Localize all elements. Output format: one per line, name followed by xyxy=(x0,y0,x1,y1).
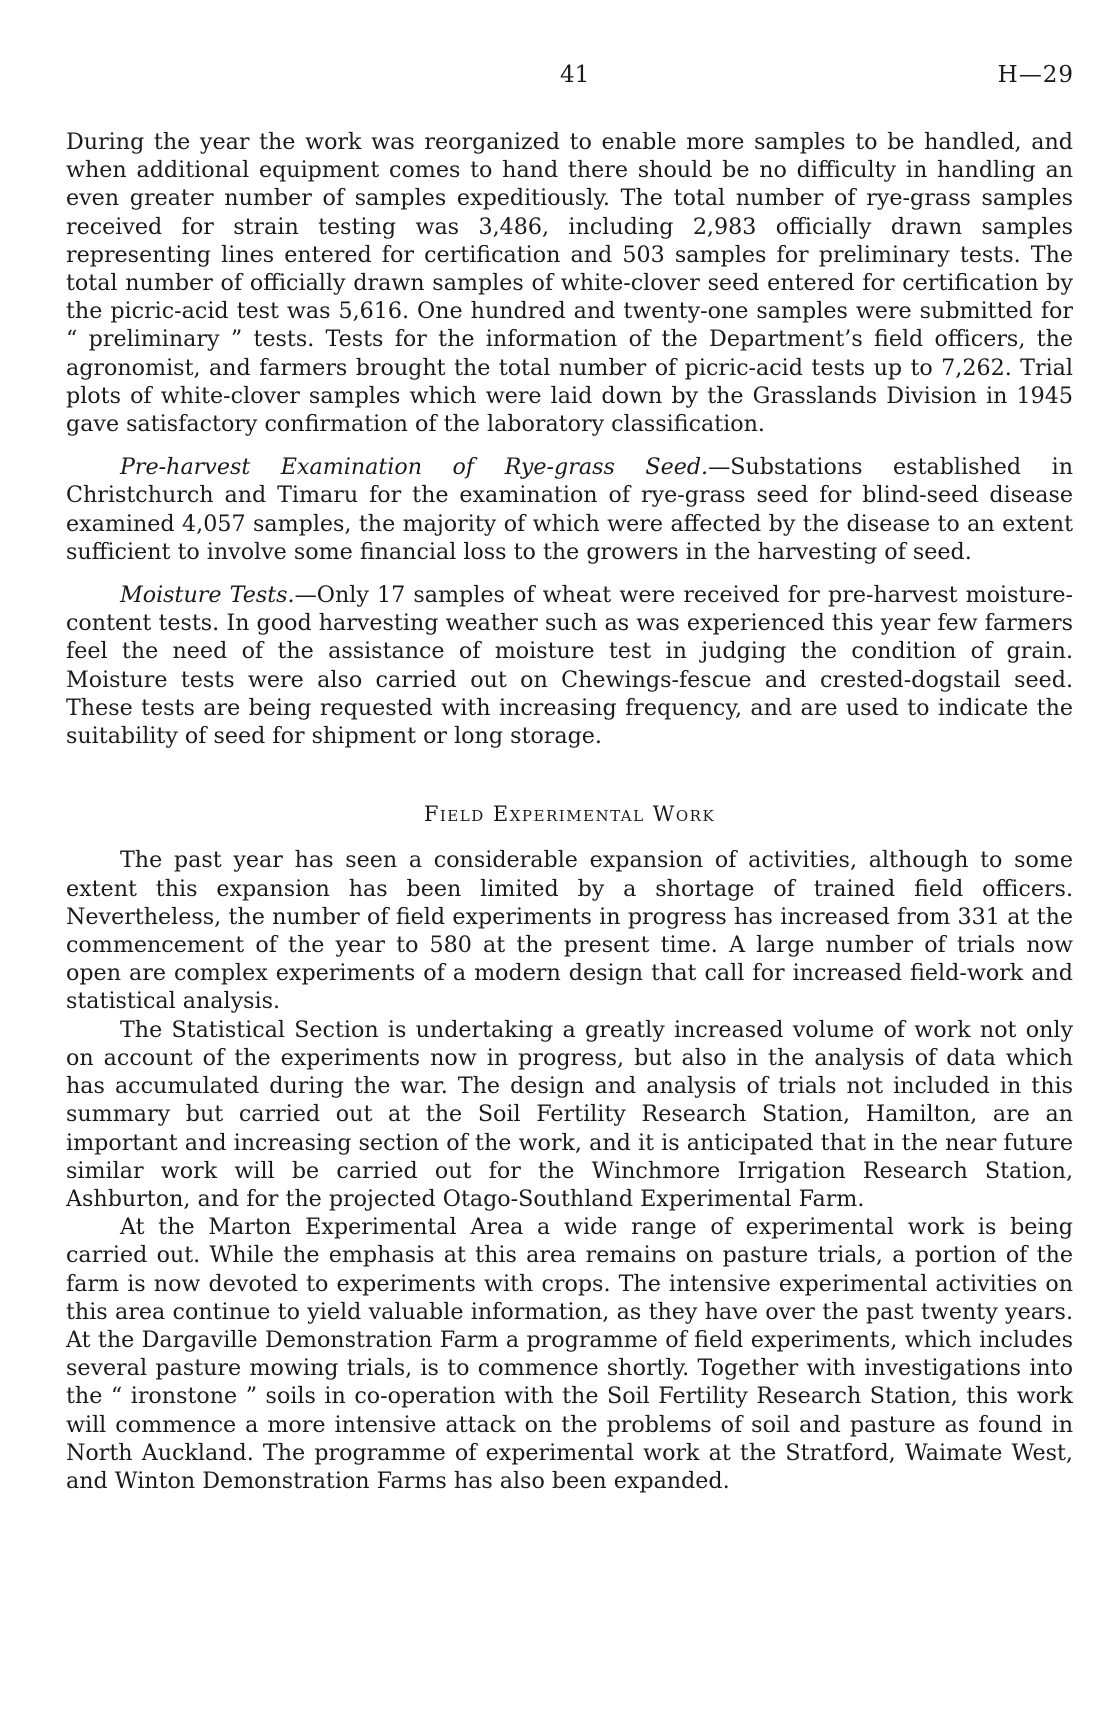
page-header xyxy=(0,62,1114,92)
section-heading-field-experimental-work: Field Experimental Work xyxy=(423,802,716,827)
paragraph-moisture-tests xyxy=(66,581,1073,750)
page-body xyxy=(66,128,1073,1495)
paragraph-heading-moisture: Moisture Tests. xyxy=(120,582,295,609)
paragraph-text-pre-harvest: —Substations established in Christchurch and Timaru for the examination of rye-grass seed for blind-seed disease examined 4,057 samples, the majority of which were affected by the disease to an extent sufficient to involve some financial loss to the growers in the harvesting of seed. xyxy=(66,454,1074,565)
paragraph-statistical-section: The Statistical Section is undertaking a greatly increased volume of work not only on account of the experiments now in progress, but also in the analysis of data which has accumulated during the war. The design and analysis of trials not included in this summary but carried out at the Soil Fertility Research Station, Hamilton, are an important and increasing section of the work, and it is anticipated that in the near future similar work will be carried out for the Winchmore Irrigation Research Station, Ashburton, and for the projected Otago-Southland Experimental Farm. xyxy=(66,1016,1073,1212)
paragraph-heading-pre-harvest: Pre-harvest Examination of Rye-grass Seed. xyxy=(120,454,709,481)
document-reference: H—29 xyxy=(997,62,1074,88)
paragraph-marton-experimental-area: At the Marton Experimental Area a wide range of experimental work is being carried out. While the emphasis at this area remains on pasture trials, a portion of the farm is now devoted to experiments with crops. The intensive experimental activities on this area continue to yield valuable information, as they have over the past twenty years. At the Dargaville Demonstration Farm a programme of field experiments, which includes several pasture mowing trials, is to commence shortly. Together with investigations into the “ ironstone ” soils in co-operation with the Soil Fertility Research Station, this work will commence a more intensive attack on the problems of soil and pasture as found in North Auckland. The programme of experimental work at the Stratford, Waimate West, and Winton Demonstration Farms has also been expanded. xyxy=(66,1214,1073,1494)
paragraph-text-moisture: —Only 17 samples of wheat were received for pre-harvest moisture-content tests. In good harvesting weather such as was experienced this year few farmers feel the need of the assistance of moisture test in judging the condition of grain. Moisture tests were also carried out on Chewings-fescue and crested-dogstail seed. These tests are being requested with increasing frequency, and are used to indicate the suitability of seed for shipment or long storage. xyxy=(66,582,1073,750)
paragraph-expansion: The past year has seen a considerable expansion of activities, although to some extent this expansion has been limited by a shortage of trained field officers. Nevertheless, the number of field experiments in progress has increased from 331 at the commencement of the year to 580 at the present time. A large number of trials now open are complex experiments of a modern design that call for increased field-work and statistical analysis. xyxy=(66,847,1073,1015)
paragraph-strain-testing: During the year the work was reorganized to enable more samples to be handled, and when additional equipment comes to hand there should be no difficulty in handling an even greater number of samples expeditiously. The total number of rye-grass samples received for strain testing was 3,486, including 2,983 officially drawn samples representing lines entered for certification and 503 samples for preliminary tests. The total number of officially drawn samples of white-clover seed entered for certification by the picric-acid test was 5,616. One hundred and twenty-one samples were submitted for “ preliminary ” tests. Tests for the information of the Department’s field officers, the agronomist, and farmers brought the total number of picric-acid tests up to 7,262. Trial plots of white-clover samples which were laid down by the Grasslands Division in 1945 gave satisfactory confirmation of the laboratory classification. xyxy=(66,129,1073,438)
paragraph-pre-harvest-examination xyxy=(66,453,1073,566)
page-number: 41 xyxy=(560,62,590,88)
